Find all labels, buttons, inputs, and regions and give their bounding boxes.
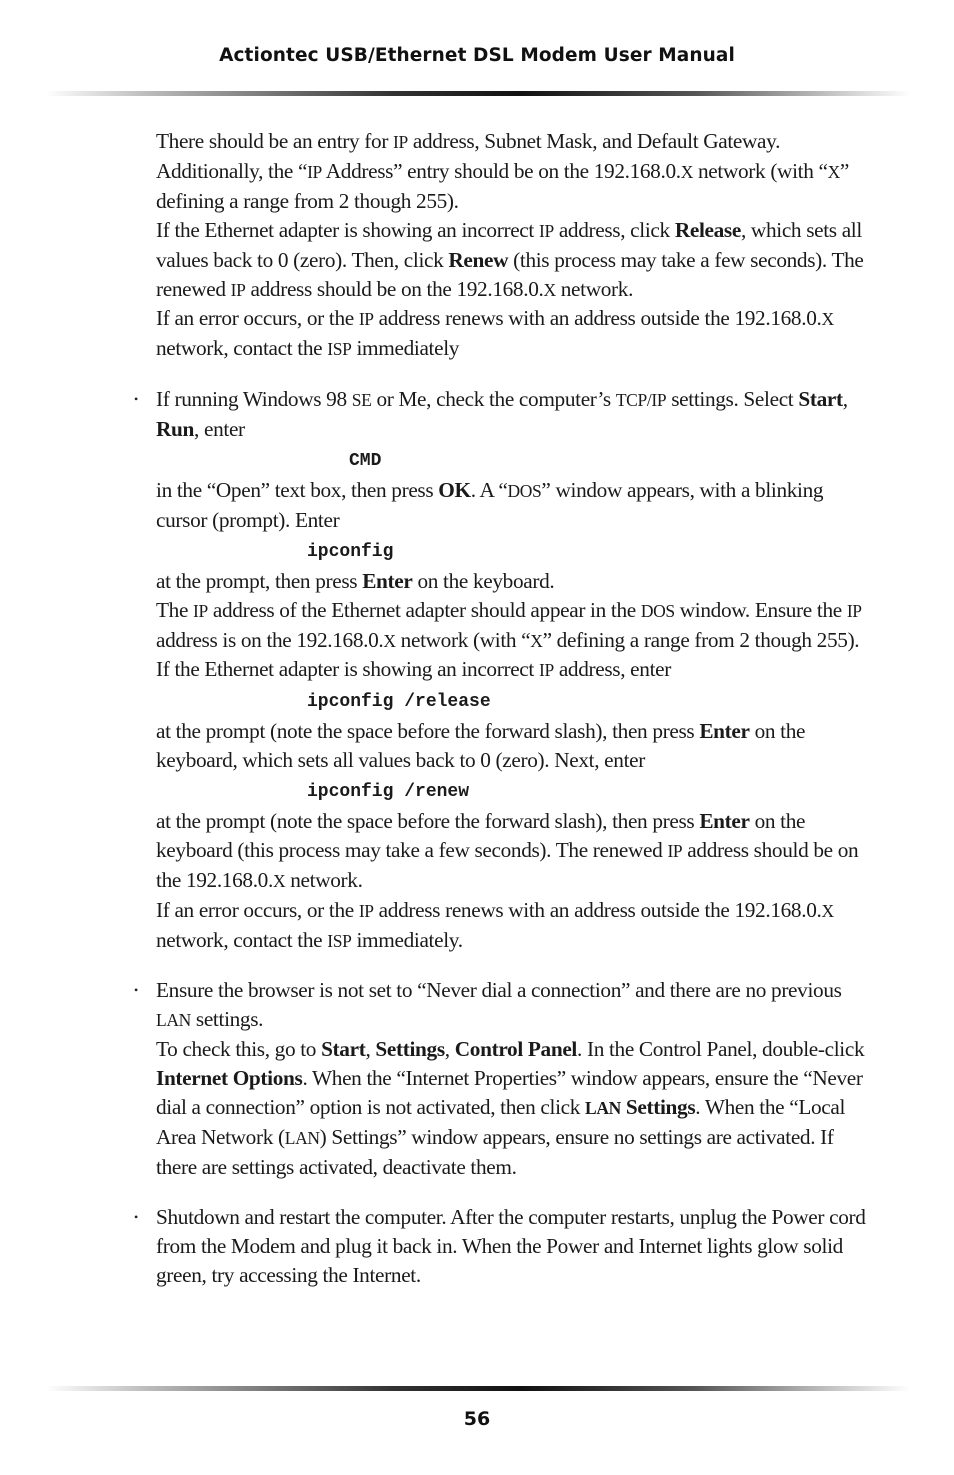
intro-paragraph-error: If an error occurs, or the IP address renews with an address outside the 192.168.0.X network, contact the ISP immediately	[156, 306, 834, 361]
bullet1-error-note: If an error occurs, or the IP address renews with an address outside the 192.168.0.X network, contact the ISP immediately.	[156, 897, 834, 952]
bullet-icon: •	[134, 392, 138, 407]
bullet3-text: Shutdown and restart the computer. After the computer restarts, unplug the Power cord from the Modem and plug it back in. When the Power and Internet lights glow solid green, try accessing the Internet.	[156, 1204, 866, 1287]
intro-paragraph-release-renew: If the Ethernet adapter is showing an incorrect IP address, click Release, which sets all values back to 0 (zero). Then, click Renew (this process may take a few seconds). The renewed IP address should be on the 192.168.0.X network.	[156, 217, 864, 301]
bullet-icon: •	[134, 1209, 138, 1224]
bullet-icon: •	[134, 983, 138, 998]
command-cmd: CMD	[349, 451, 382, 472]
bullet-item-browser-settings	[134, 976, 871, 1181]
bullet2-intro: Ensure the browser is not set to “Never dial a connection” and there are no previous LAN settings.	[156, 978, 842, 1032]
intro-paragraph-entries: There should be an entry for IP address, Subnet Mask, and Default Gateway. Additionally, the “IP Address” entry should be on the 192.168.0.X network (with “X” defining a range from 2 though 255).	[156, 129, 850, 213]
bullet-item-windows98	[134, 385, 871, 955]
bullet1-intro: If running Windows 98 SE or Me, check the computer’s TCP/IP settings. Select Start, Run, enter	[156, 387, 848, 442]
command-ipconfig-renew: ipconfig /renew	[307, 782, 470, 803]
bullet1-release-note: at the prompt (note the space before the forward slash), then press Enter on the keyboard, which sets all values back to 0 (zero). Next, enter	[156, 719, 806, 773]
running-header-title: Actiontec USB/Ethernet DSL Modem User Manual	[219, 45, 735, 66]
command-ipconfig-release: ipconfig /release	[307, 692, 491, 713]
header-divider	[45, 91, 911, 96]
bullet2-instructions: To check this, go to Start, Settings, Control Panel. In the Control Panel, double-click Internet Options. When the “Internet Properties” window appears, ensure the “Never dial a connection” option is not activated, then click LAN Settings. When the “Local Area Network (LAN) Settings” window appears, ensure no settings are activated. If there are settings activated, deactivate them.	[156, 1037, 865, 1179]
bullet1-renew-note: at the prompt (note the space before the forward slash), then press Enter on the keyboard (this process may take a few seconds). The renewed IP address should be on the 192.168.0.X network.	[156, 808, 859, 892]
command-ipconfig: ipconfig	[307, 541, 394, 562]
bullet1-ip-address: The IP address of the Ethernet adapter should appear in the DOS window. Ensure the IP address is on the 192.168.0.X network (with “X” defining a range from 2 though 255).	[156, 597, 862, 652]
footer-divider	[45, 1386, 911, 1391]
bullet1-press-enter: at the prompt, then press Enter on the keyboard.	[156, 568, 555, 593]
page-number: 56	[463, 1408, 491, 1430]
bullet-item-restart	[134, 1203, 871, 1290]
bullet1-open-box: in the “Open” text box, then press OK. A “DOS” window appears, with a blinking cursor (prompt). Enter	[156, 477, 824, 532]
manual-body	[134, 127, 871, 1290]
bullet1-incorrect-ip: If the Ethernet adapter is showing an incorrect IP address, enter	[156, 657, 671, 682]
